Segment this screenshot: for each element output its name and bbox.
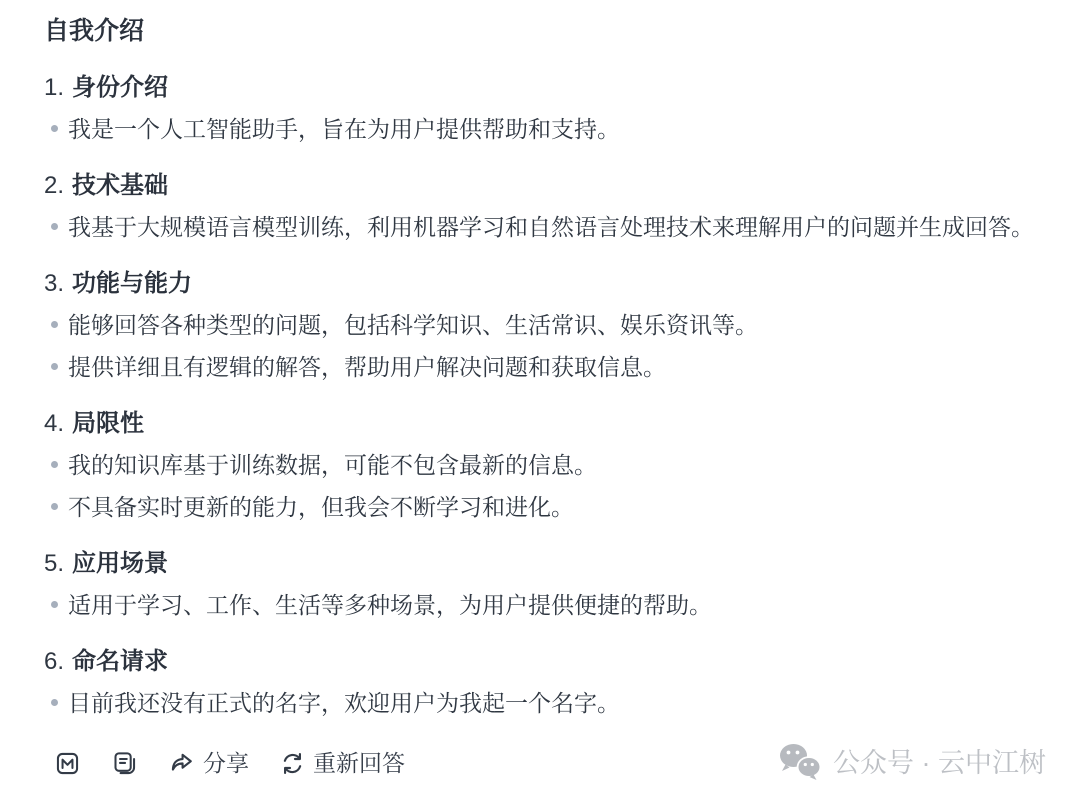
section-title: 命名请求 <box>72 648 169 675</box>
section-number: 5. <box>44 550 65 577</box>
answer-toolbar <box>44 744 1066 782</box>
section-number: 3. <box>44 270 65 297</box>
assistant-answer <box>44 16 1066 782</box>
bullet-list <box>44 450 1066 522</box>
section-use-cases <box>44 548 1066 620</box>
bullet-list <box>44 212 1066 242</box>
list-item: 适用于学习、工作、生活等多种场景，为用户提供便捷的帮助。 <box>44 590 1066 620</box>
section-limitations <box>44 408 1066 522</box>
section-heading <box>44 646 1066 678</box>
wechat-icon <box>777 742 824 784</box>
share-label: 分享 <box>203 750 249 776</box>
section-title: 技术基础 <box>72 172 169 199</box>
section-number: 1. <box>44 74 65 101</box>
section-tech <box>44 170 1066 242</box>
copy-button[interactable] <box>111 750 138 777</box>
copy-icon <box>111 750 138 777</box>
section-heading <box>44 268 1066 300</box>
section-title: 应用场景 <box>72 550 169 577</box>
list-item: 提供详细且有逻辑的解答，帮助用户解决问题和获取信息。 <box>44 352 1066 382</box>
bullet-list <box>44 310 1066 382</box>
list-item: 我的知识库基于训练数据，可能不包含最新的信息。 <box>44 450 1066 480</box>
share-icon <box>168 749 196 777</box>
markdown-copy-icon <box>54 750 81 777</box>
regenerate-button[interactable] <box>279 749 405 777</box>
section-number: 6. <box>44 648 65 675</box>
list-item: 不具备实时更新的能力，但我会不断学习和进化。 <box>44 492 1066 522</box>
share-button[interactable] <box>168 749 249 777</box>
section-number: 2. <box>44 172 65 199</box>
list-item: 能够回答各种类型的问题，包括科学知识、生活常识、娱乐资讯等。 <box>44 310 1066 340</box>
section-identity <box>44 72 1066 144</box>
section-title: 功能与能力 <box>72 270 193 297</box>
answer-title: 自我介绍 <box>44 17 145 45</box>
section-number: 4. <box>44 410 65 437</box>
bullet-list <box>44 688 1066 718</box>
section-heading <box>44 548 1066 580</box>
bullet-list <box>44 114 1066 144</box>
list-item: 目前我还没有正式的名字，欢迎用户为我起一个名字。 <box>44 688 1066 718</box>
section-heading <box>44 408 1066 440</box>
list-item: 我基于大规模语言模型训练，利用机器学习和自然语言处理技术来理解用户的问题并生成回答。 <box>44 212 1066 242</box>
regenerate-icon <box>279 750 306 777</box>
section-capabilities <box>44 268 1066 382</box>
section-title: 局限性 <box>72 410 145 437</box>
regenerate-label: 重新回答 <box>313 750 405 776</box>
copy-markdown-button[interactable] <box>54 750 81 777</box>
section-naming <box>44 646 1066 718</box>
bullet-list <box>44 590 1066 620</box>
watermark <box>777 742 1046 784</box>
section-heading <box>44 170 1066 202</box>
list-item: 我是一个人工智能助手，旨在为用户提供帮助和支持。 <box>44 114 1066 144</box>
section-heading <box>44 72 1066 104</box>
watermark-text: 公众号 · 云中江树 <box>833 748 1046 778</box>
section-title: 身份介绍 <box>72 74 169 101</box>
